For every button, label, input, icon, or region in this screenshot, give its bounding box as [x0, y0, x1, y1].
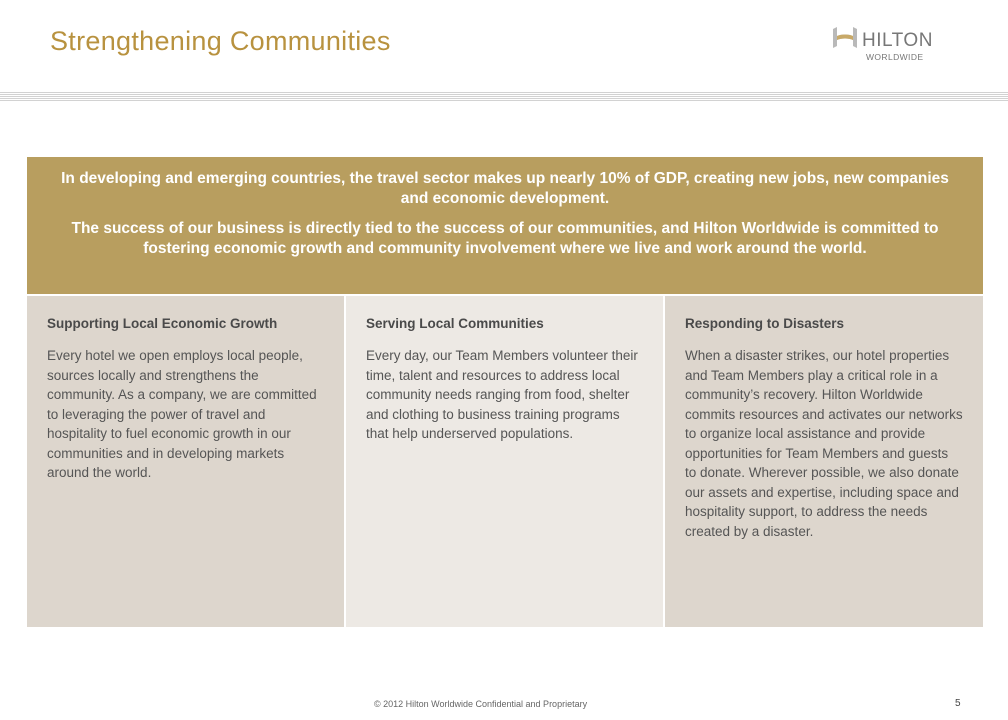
footer-copyright: © 2012 Hilton Worldwide Confidential and Proprietary — [374, 699, 588, 709]
hilton-logo — [832, 26, 962, 66]
header-divider — [0, 92, 1008, 101]
column-heading: Responding to Disasters — [685, 316, 845, 331]
page-number: 5 — [955, 698, 961, 709]
banner-paragraph-2: The success of our business is directly tied to the success of our communities, and Hilton Worldwide is committed to fostering economic growth and community involvement where we live and work around the world. — [71, 220, 939, 257]
banner-paragraph-1: In developing and emerging countries, the travel sector makes up nearly 10% of GDP, creating new jobs, new companies and economic development. — [61, 170, 949, 207]
column-body: When a disaster strikes, our hotel properties and Team Members play a critical role in a community’s recovery. Hilton Worldwide commits resources and activates our networks to organize local assistance and provide opportunities for Team Members and guests to donate. Wherever possible, we also donate our assets and expertise, including space and hospitality support, to address the needs created by a disaster. — [685, 348, 963, 539]
column-disasters — [665, 296, 983, 627]
slide-title: Strengthening Communities — [50, 26, 391, 56]
column-heading: Serving Local Communities — [366, 316, 544, 331]
hilton-h-icon — [832, 26, 860, 50]
column-body: Every hotel we open employs local people, sources locally and strengthens the community. As a company, we are committed to leveraging the power of travel and hospitality to fuel economic growth in our communities and in developing markets around the world. — [47, 348, 317, 480]
logo-name: HILTON — [862, 30, 933, 51]
logo-subtitle: WORLDWIDE — [866, 52, 924, 62]
column-body: Every day, our Team Members volunteer their time, talent and resources to address local community needs ranging from food, shelter and clothing to business training programs that help underserved populations. — [366, 348, 638, 441]
column-economic-growth — [27, 296, 344, 627]
intro-banner — [27, 157, 983, 294]
column-heading: Supporting Local Economic Growth — [47, 316, 278, 331]
column-local-communities — [346, 296, 663, 627]
